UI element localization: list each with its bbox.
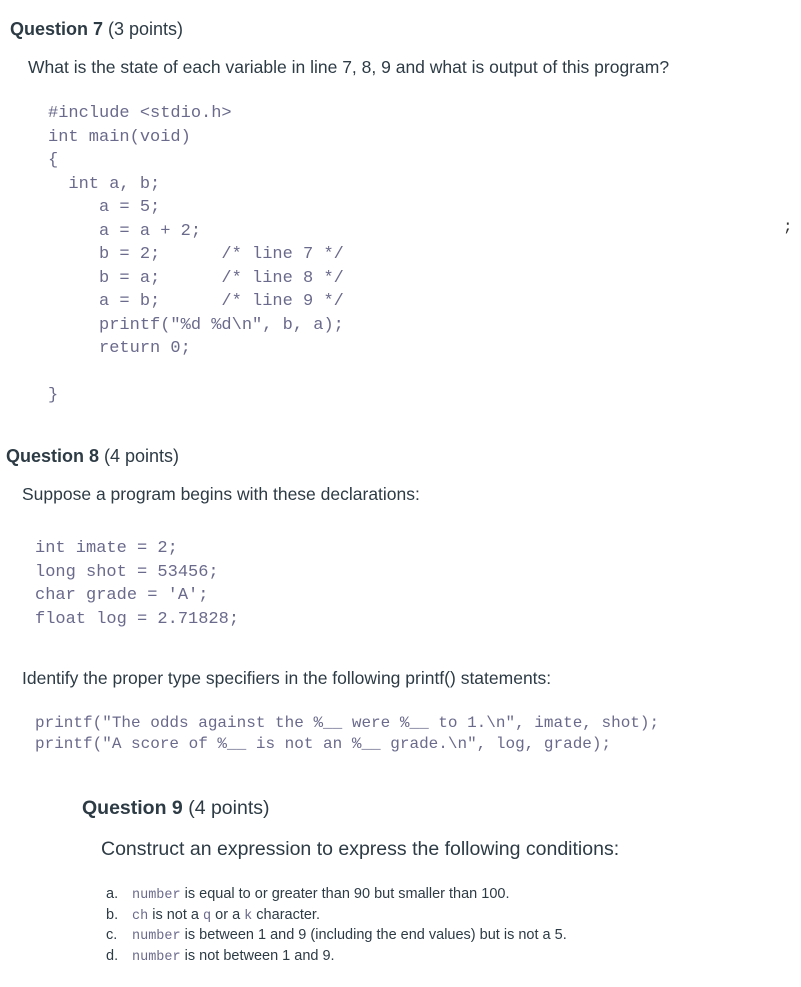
condition-item <box>106 906 567 927</box>
question-8-printf-statements: printf("The odds against the %__ were %__ to 1.\n", imate, shot); printf("A score of %__ is not an %__ grade.\n", log, grade); <box>35 714 660 753</box>
question-7-header <box>10 19 183 40</box>
question-8-prompt: Suppose a program begins with these declarations: <box>22 484 420 504</box>
question-7-title: Question 7 <box>10 19 104 39</box>
question-9-header <box>82 797 269 820</box>
question-9-points: (4 points) <box>182 797 270 819</box>
condition-text <box>132 947 335 968</box>
condition-item <box>106 926 567 947</box>
condition-phrase: character. <box>252 906 320 923</box>
question-8-points: (4 points) <box>99 446 180 466</box>
condition-letter: a. <box>106 886 119 902</box>
condition-letter: d. <box>106 947 119 964</box>
code-term: k <box>244 908 253 924</box>
condition-phrase: is equal to or greater than 90 but smaller than 100. <box>180 886 510 902</box>
question-8-header <box>6 446 179 467</box>
code-term: number <box>132 949 181 965</box>
question-8-title: Question 8 <box>6 446 100 466</box>
question-8-prompt-2: Identify the proper type specifiers in the following printf() statements: <box>22 668 552 688</box>
condition-phrase: is not between 1 and 9. <box>180 947 335 964</box>
question-9-conditions-list <box>106 885 567 967</box>
question-7-prompt: What is the state of each variable in line 7, 8, 9 and what is output of this program? <box>28 57 670 77</box>
condition-text <box>132 885 509 906</box>
question-8-declarations: int imate = 2; long shot = 53456; char grade = 'A'; float log = 2.71828; <box>35 539 240 629</box>
code-term: ch <box>132 908 149 924</box>
condition-item <box>106 947 567 968</box>
stray-semicolon: ; <box>783 218 793 236</box>
condition-letter: c. <box>106 927 118 943</box>
condition-text <box>132 906 320 927</box>
code-term: number <box>132 888 181 903</box>
question-9-prompt: Construct an expression to express the following conditions: <box>101 838 620 860</box>
question-9-title: Question 9 <box>82 797 183 819</box>
condition-text <box>132 926 567 947</box>
condition-phrase: is not a <box>148 906 204 923</box>
question-7-code: #include <stdio.h> int main(void) { int a, b; a = 5; a = a + 2; b = 2; /* line 7 */ b = a; /* line 8 */ a = b; /* line 9 */ printf("%d %d\n", b, a); return 0; } <box>48 104 344 405</box>
condition-phrase: is between 1 and 9 (including the end values) but is not a 5. <box>180 927 567 943</box>
condition-item <box>106 885 567 906</box>
code-term: number <box>132 929 181 944</box>
condition-phrase: or a <box>211 906 245 923</box>
condition-letter: b. <box>106 906 119 923</box>
code-term: q <box>203 908 212 924</box>
question-7-points: (3 points) <box>103 19 184 39</box>
